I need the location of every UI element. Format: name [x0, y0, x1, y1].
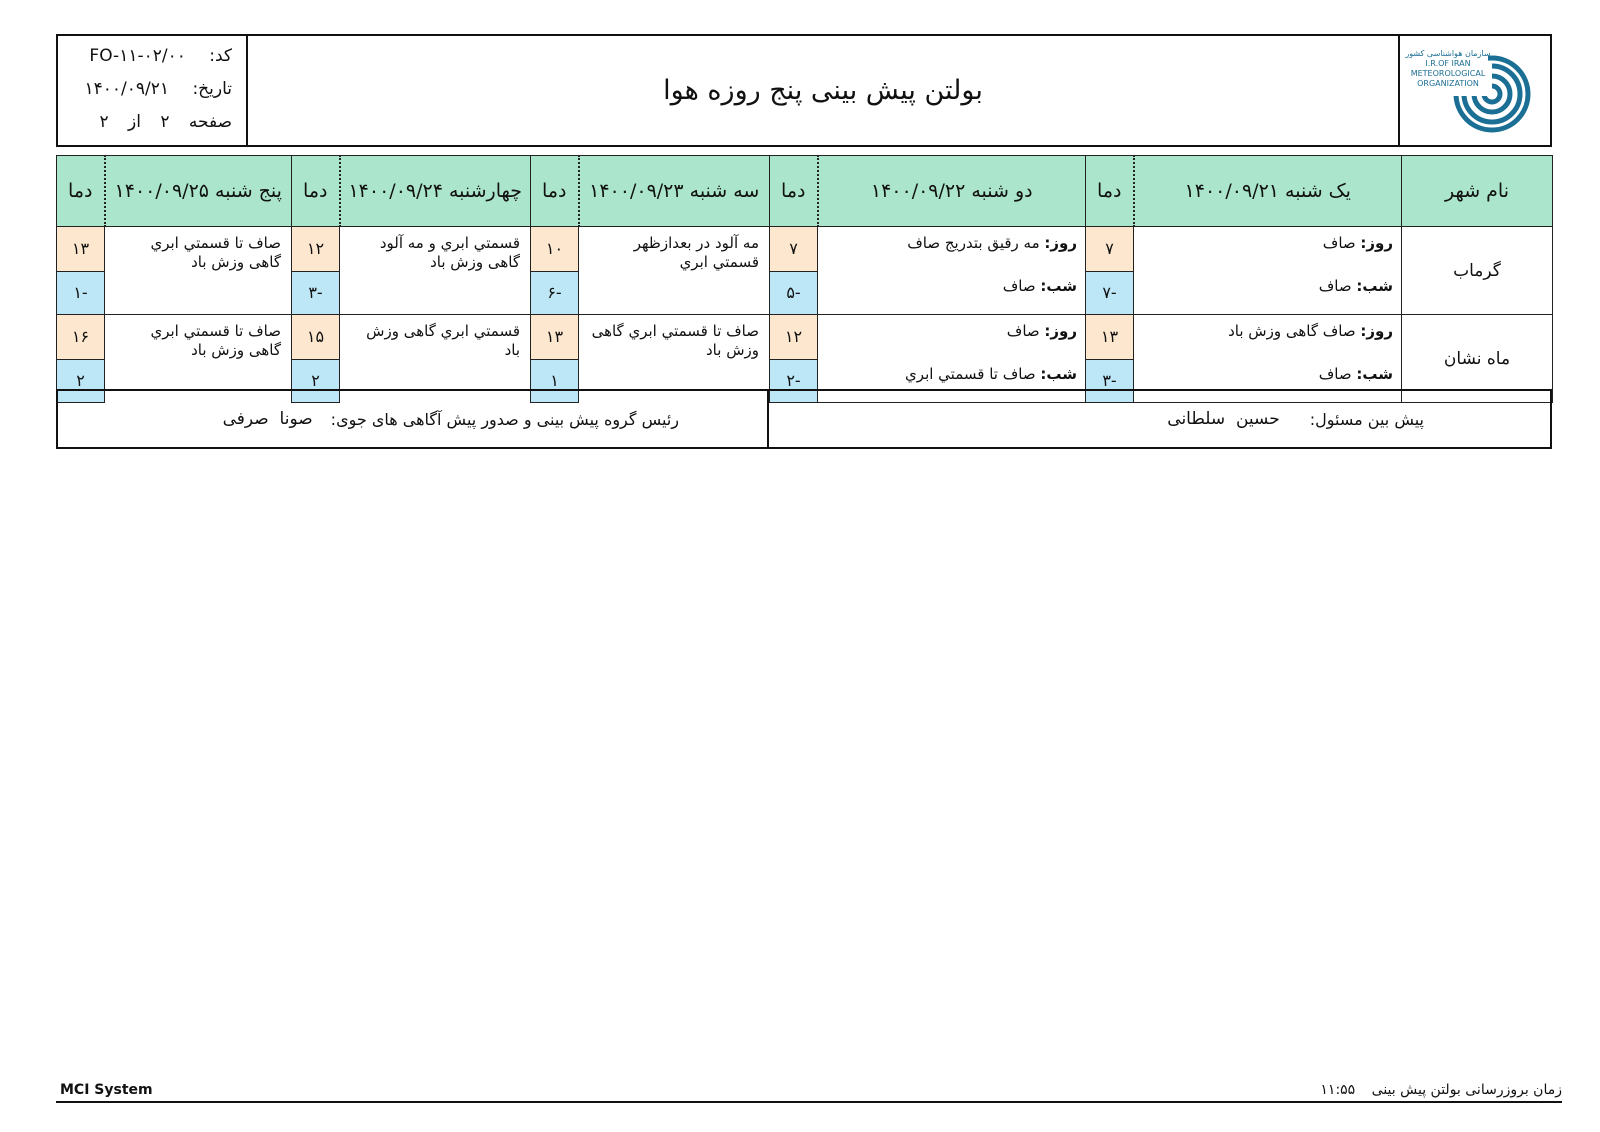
max-temp: ۱۵ [292, 315, 340, 360]
page-total: ۲ [99, 112, 109, 132]
max-temp: ۱۳ [531, 315, 579, 360]
day-header-3: سه شنبه ۱۴۰۰/۰۹/۲۳ [579, 156, 770, 227]
day-prefix: روز: [1360, 322, 1393, 340]
max-temp: ۷ [770, 227, 818, 272]
condition-text: صاف تا قسمتي ابري گاهی وزش باد [105, 315, 292, 403]
head-label: رئیس گروه پیش بینی و صدور پیش آگاهی های جوی: [330, 409, 679, 429]
day-header-5: پنج شنبه ۱۴۰۰/۰۹/۲۵ [105, 156, 292, 227]
condition-text: صاف تا قسمتي ابري گاهی وزش باد [579, 315, 770, 403]
day-text: صاف [1322, 234, 1356, 252]
day-header-1: یک شنبه ۱۴۰۰/۰۹/۲۱ [1134, 156, 1402, 227]
day-text: صاف گاهی وزش باد [1228, 322, 1356, 340]
day-condition [1134, 315, 1402, 360]
document-meta [58, 36, 248, 145]
day-header-2: دو شنبه ۱۴۰۰/۰۹/۲۲ [818, 156, 1086, 227]
logo-text-fa: سازمان هواشناسی کشور [1405, 49, 1491, 58]
code-row [89, 46, 232, 66]
night-text: صاف تا قسمتي ابري [905, 365, 1036, 383]
code-label: کد: [209, 46, 232, 66]
day-condition [818, 315, 1086, 360]
max-temp: ۱۶ [57, 315, 105, 360]
table-row [57, 227, 1553, 272]
table-header-row [57, 156, 1553, 227]
day-text: صاف [1006, 322, 1040, 340]
min-temp: ۲ [57, 359, 105, 403]
temp-header-4: دما [292, 156, 340, 227]
city-header: نام شهر [1402, 156, 1553, 227]
temp-header-1: دما [1086, 156, 1134, 227]
forecaster-signature [767, 391, 1550, 447]
night-prefix: شب: [1040, 277, 1077, 295]
footer-update-time [1320, 1082, 1562, 1098]
min-temp: -۷ [1086, 271, 1134, 315]
logo [1398, 36, 1550, 145]
table-row [57, 315, 1553, 360]
date-value: ۱۴۰۰/۰۹/۲۱ [84, 79, 170, 99]
logo-text-en-1: I.R.OF IRAN [1425, 59, 1471, 68]
logo-text-en-2: METEOROLOGICAL [1410, 69, 1486, 78]
min-temp: -۳ [1086, 359, 1134, 403]
code-value: FO-۱۱-۰۲/۰۰ [89, 46, 186, 66]
city-name: ماه نشان [1402, 315, 1553, 403]
logo-text-en-3: ORGANIZATION [1417, 79, 1479, 88]
update-time: ۱۱:۵۵ [1320, 1082, 1356, 1098]
day-header-4: چهارشنبه ۱۴۰۰/۰۹/۲۴ [340, 156, 531, 227]
temp-header-3: دما [531, 156, 579, 227]
signatures-box [56, 389, 1552, 449]
min-temp: -۳ [292, 271, 340, 315]
footer-divider [56, 1101, 1562, 1103]
footer-system-name: MCI System [60, 1082, 153, 1098]
head-name: صونا صرفی [222, 409, 313, 429]
max-temp: ۱۰ [531, 227, 579, 272]
day-condition [1134, 227, 1402, 272]
max-temp: ۱۳ [57, 227, 105, 272]
min-temp: ۲ [292, 359, 340, 403]
condition-text: قسمتي ابري گاهی وزش باد [340, 315, 531, 403]
night-prefix: شب: [1356, 365, 1393, 383]
min-temp: -۵ [770, 271, 818, 315]
page-label: صفحه [188, 112, 232, 132]
night-text: صاف [1002, 277, 1036, 295]
night-condition [1134, 271, 1402, 315]
bulletin-header [56, 34, 1552, 147]
city-name: گرماب [1402, 227, 1553, 315]
condition-text: مه آلود در بعدازظهر قسمتي ابري [579, 227, 770, 315]
max-temp: ۱۲ [292, 227, 340, 272]
page-row [99, 112, 232, 132]
min-temp: -۶ [531, 271, 579, 315]
night-prefix: شب: [1040, 365, 1077, 383]
head-signature [58, 391, 767, 447]
max-temp: ۱۳ [1086, 315, 1134, 360]
date-row [85, 79, 232, 99]
date-label: تاریخ: [192, 79, 232, 99]
night-prefix: شب: [1356, 277, 1393, 295]
page-of: از [127, 112, 141, 132]
min-temp: ۱ [531, 359, 579, 403]
night-text: صاف [1318, 277, 1352, 295]
day-condition [818, 227, 1086, 272]
condition-text: صاف تا قسمتي ابري گاهی وزش باد [105, 227, 292, 315]
max-temp: ۱۲ [770, 315, 818, 360]
temp-header-5: دما [57, 156, 105, 227]
forecaster-label: پیش بین مسئول: [1309, 409, 1424, 429]
meteorological-organization-logo-icon [1400, 36, 1550, 145]
day-text: مه رقیق بتدریج صاف [907, 234, 1040, 252]
max-temp: ۷ [1086, 227, 1134, 272]
page-current: ۲ [160, 112, 170, 132]
page-title: بولتن پیش بینی پنج روزه هوا [663, 75, 983, 106]
day-prefix: روز: [1044, 234, 1077, 252]
forecast-table [56, 155, 1553, 403]
day-prefix: روز: [1360, 234, 1393, 252]
temp-header-2: دما [770, 156, 818, 227]
night-text: صاف [1318, 365, 1352, 383]
night-condition [818, 271, 1086, 315]
min-temp: -۲ [770, 359, 818, 403]
condition-text: قسمتي ابري و مه آلود گاهی وزش باد [340, 227, 531, 315]
update-label: زمان بروزرسانی بولتن پیش بینی [1371, 1082, 1562, 1098]
day-prefix: روز: [1044, 322, 1077, 340]
min-temp: -۱ [57, 271, 105, 315]
forecaster-name: حسین سلطانی [1167, 409, 1280, 429]
